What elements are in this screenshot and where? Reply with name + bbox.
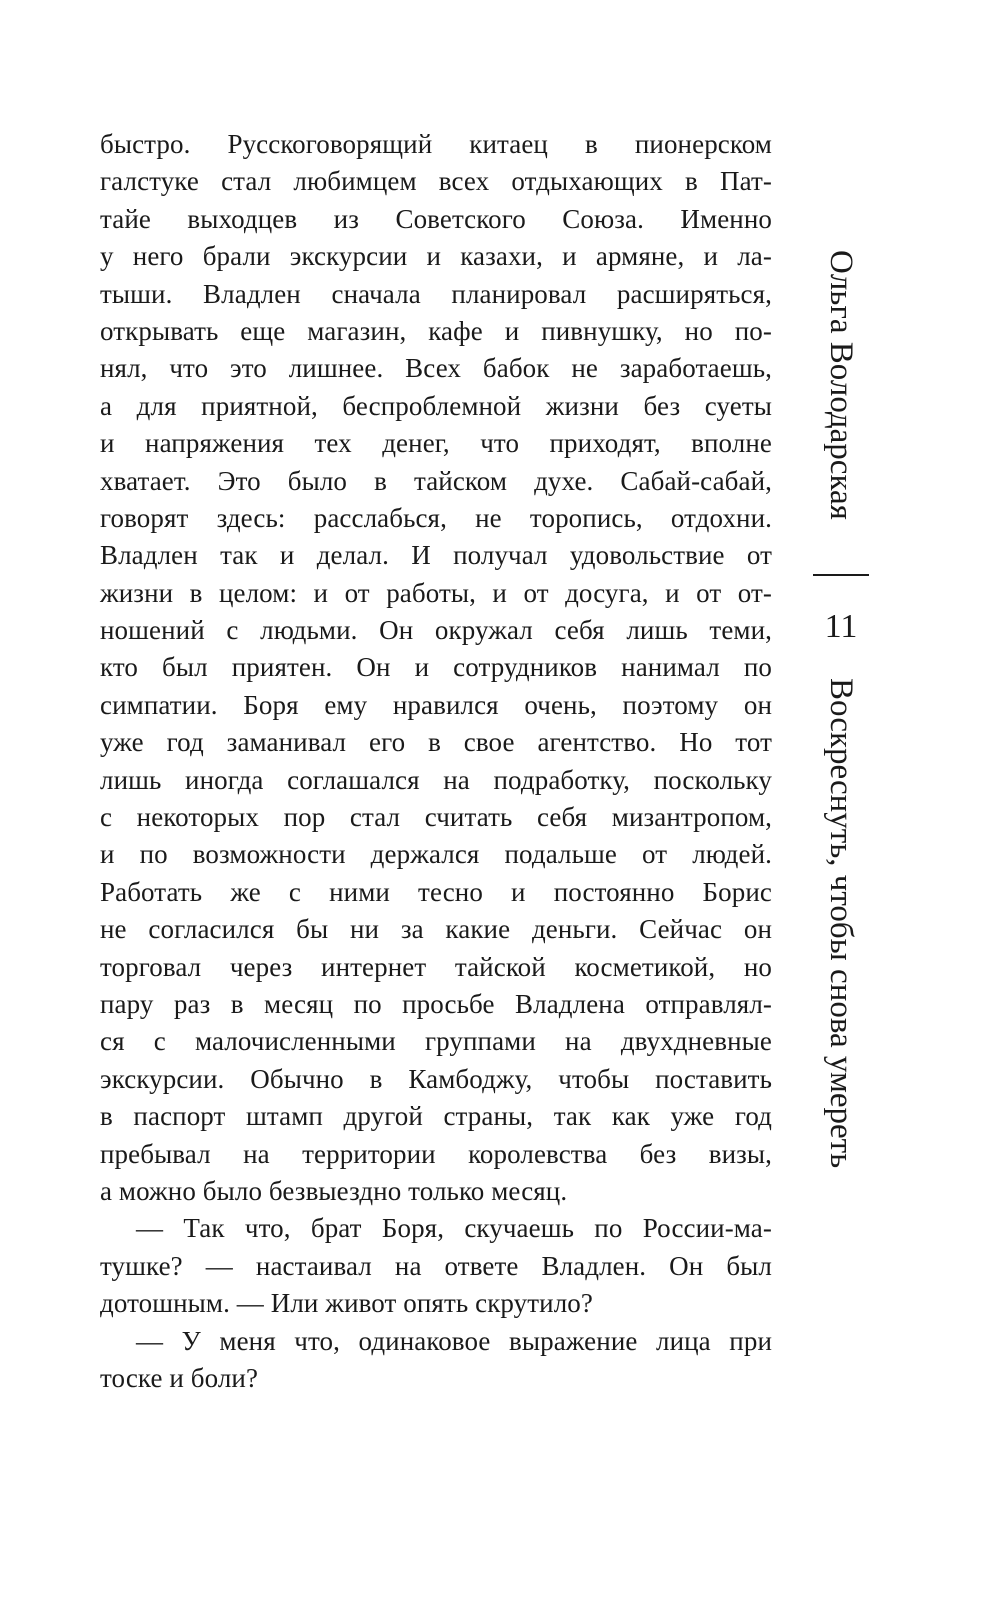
text-line: пару раз в месяц по просьбе Владлена отправлял- [100, 988, 772, 1019]
text-line: ся с малочисленными группами на двухдневные [100, 1026, 772, 1057]
running-header-book-title: Воскреснуть, чтобы снова умереть [823, 678, 859, 1169]
header-divider [813, 574, 869, 576]
text-line: у него брали экскурсии и казахи, и армяне, и ла- [100, 241, 772, 272]
text-line: кто был приятен. Он и сотрудников нанимал по [100, 652, 772, 683]
page-body-text [100, 126, 772, 1397]
text-line: экскурсии. Обычно в Камбоджу, чтобы поставить [100, 1063, 772, 1094]
text-line: быстро. Русскоговорящий китаец в пионерском [100, 129, 772, 159]
text-line: пребывал на территории королевства без визы, [100, 1138, 772, 1169]
running-header-margin [805, 230, 875, 1230]
text-line: а можно было безвыездно только месяц. [100, 1175, 568, 1206]
page-number: 11 [824, 608, 858, 645]
text-line: и напряжения тех денег, что приходят, вполне [100, 428, 772, 459]
text-line: ношений с людьми. Он окружал себя лишь теми, [100, 615, 772, 646]
text-line: говорят здесь: расслабься, не торопись, отдохни. [100, 502, 772, 533]
text-line: открывать еще магазин, кафе и пивнушку, но по- [100, 315, 772, 346]
text-line: тушке? — настаивал на ответе Владлен. Он был [100, 1250, 772, 1281]
dialogue-line: — У меня что, одинаковое выражение лица при [136, 1325, 772, 1356]
text-line: Работать же с ними тесно и постоянно Борис [100, 876, 772, 907]
text-line: а для приятной, беспроблемной жизни без суеты [100, 390, 772, 421]
text-line: не согласился бы ни за какие деньги. Сейчас он [100, 914, 772, 945]
text-line: и по возможности держался подальше от людей. [100, 839, 772, 870]
text-line: симпатии. Боря ему нравился очень, поэтому он [100, 689, 772, 720]
text-line: тайе выходцев из Советского Союза. Именно [100, 203, 772, 234]
text-line: Владлен так и делал. И получал удовольствие от [100, 540, 772, 571]
text-line: уже год заманивал его в свое агентство. Но тот [100, 727, 772, 758]
running-header-author: Ольга Володарская [823, 250, 859, 520]
text-line: торговал через интернет тайской косметикой, но [100, 951, 772, 982]
text-line: жизни в целом: и от работы, и от досуга, и от от- [100, 577, 772, 608]
text-line: дотошным. — Или живот опять скрутило? [100, 1288, 593, 1319]
text-line: тыши. Владлен сначала планировал расширяться, [100, 278, 772, 309]
text-line: лишь иногда соглашался на подработку, поскольку [100, 764, 772, 795]
text-line: тоске и боли? [100, 1362, 259, 1393]
text-line: нял, что это лишнее. Всех бабок не заработаешь, [100, 353, 772, 384]
text-line: с некоторых пор стал считать себя мизантропом, [100, 802, 772, 833]
dialogue-line: — Так что, брат Боря, скучаешь по России-ма- [136, 1213, 772, 1244]
text-line: хватает. Это было в тайском духе. Сабай-сабай, [100, 465, 772, 496]
text-line: в паспорт штамп другой страны, так как уже год [100, 1101, 772, 1132]
text-line: галстуке стал любимцем всех отдыхающих в Пат- [100, 166, 772, 197]
